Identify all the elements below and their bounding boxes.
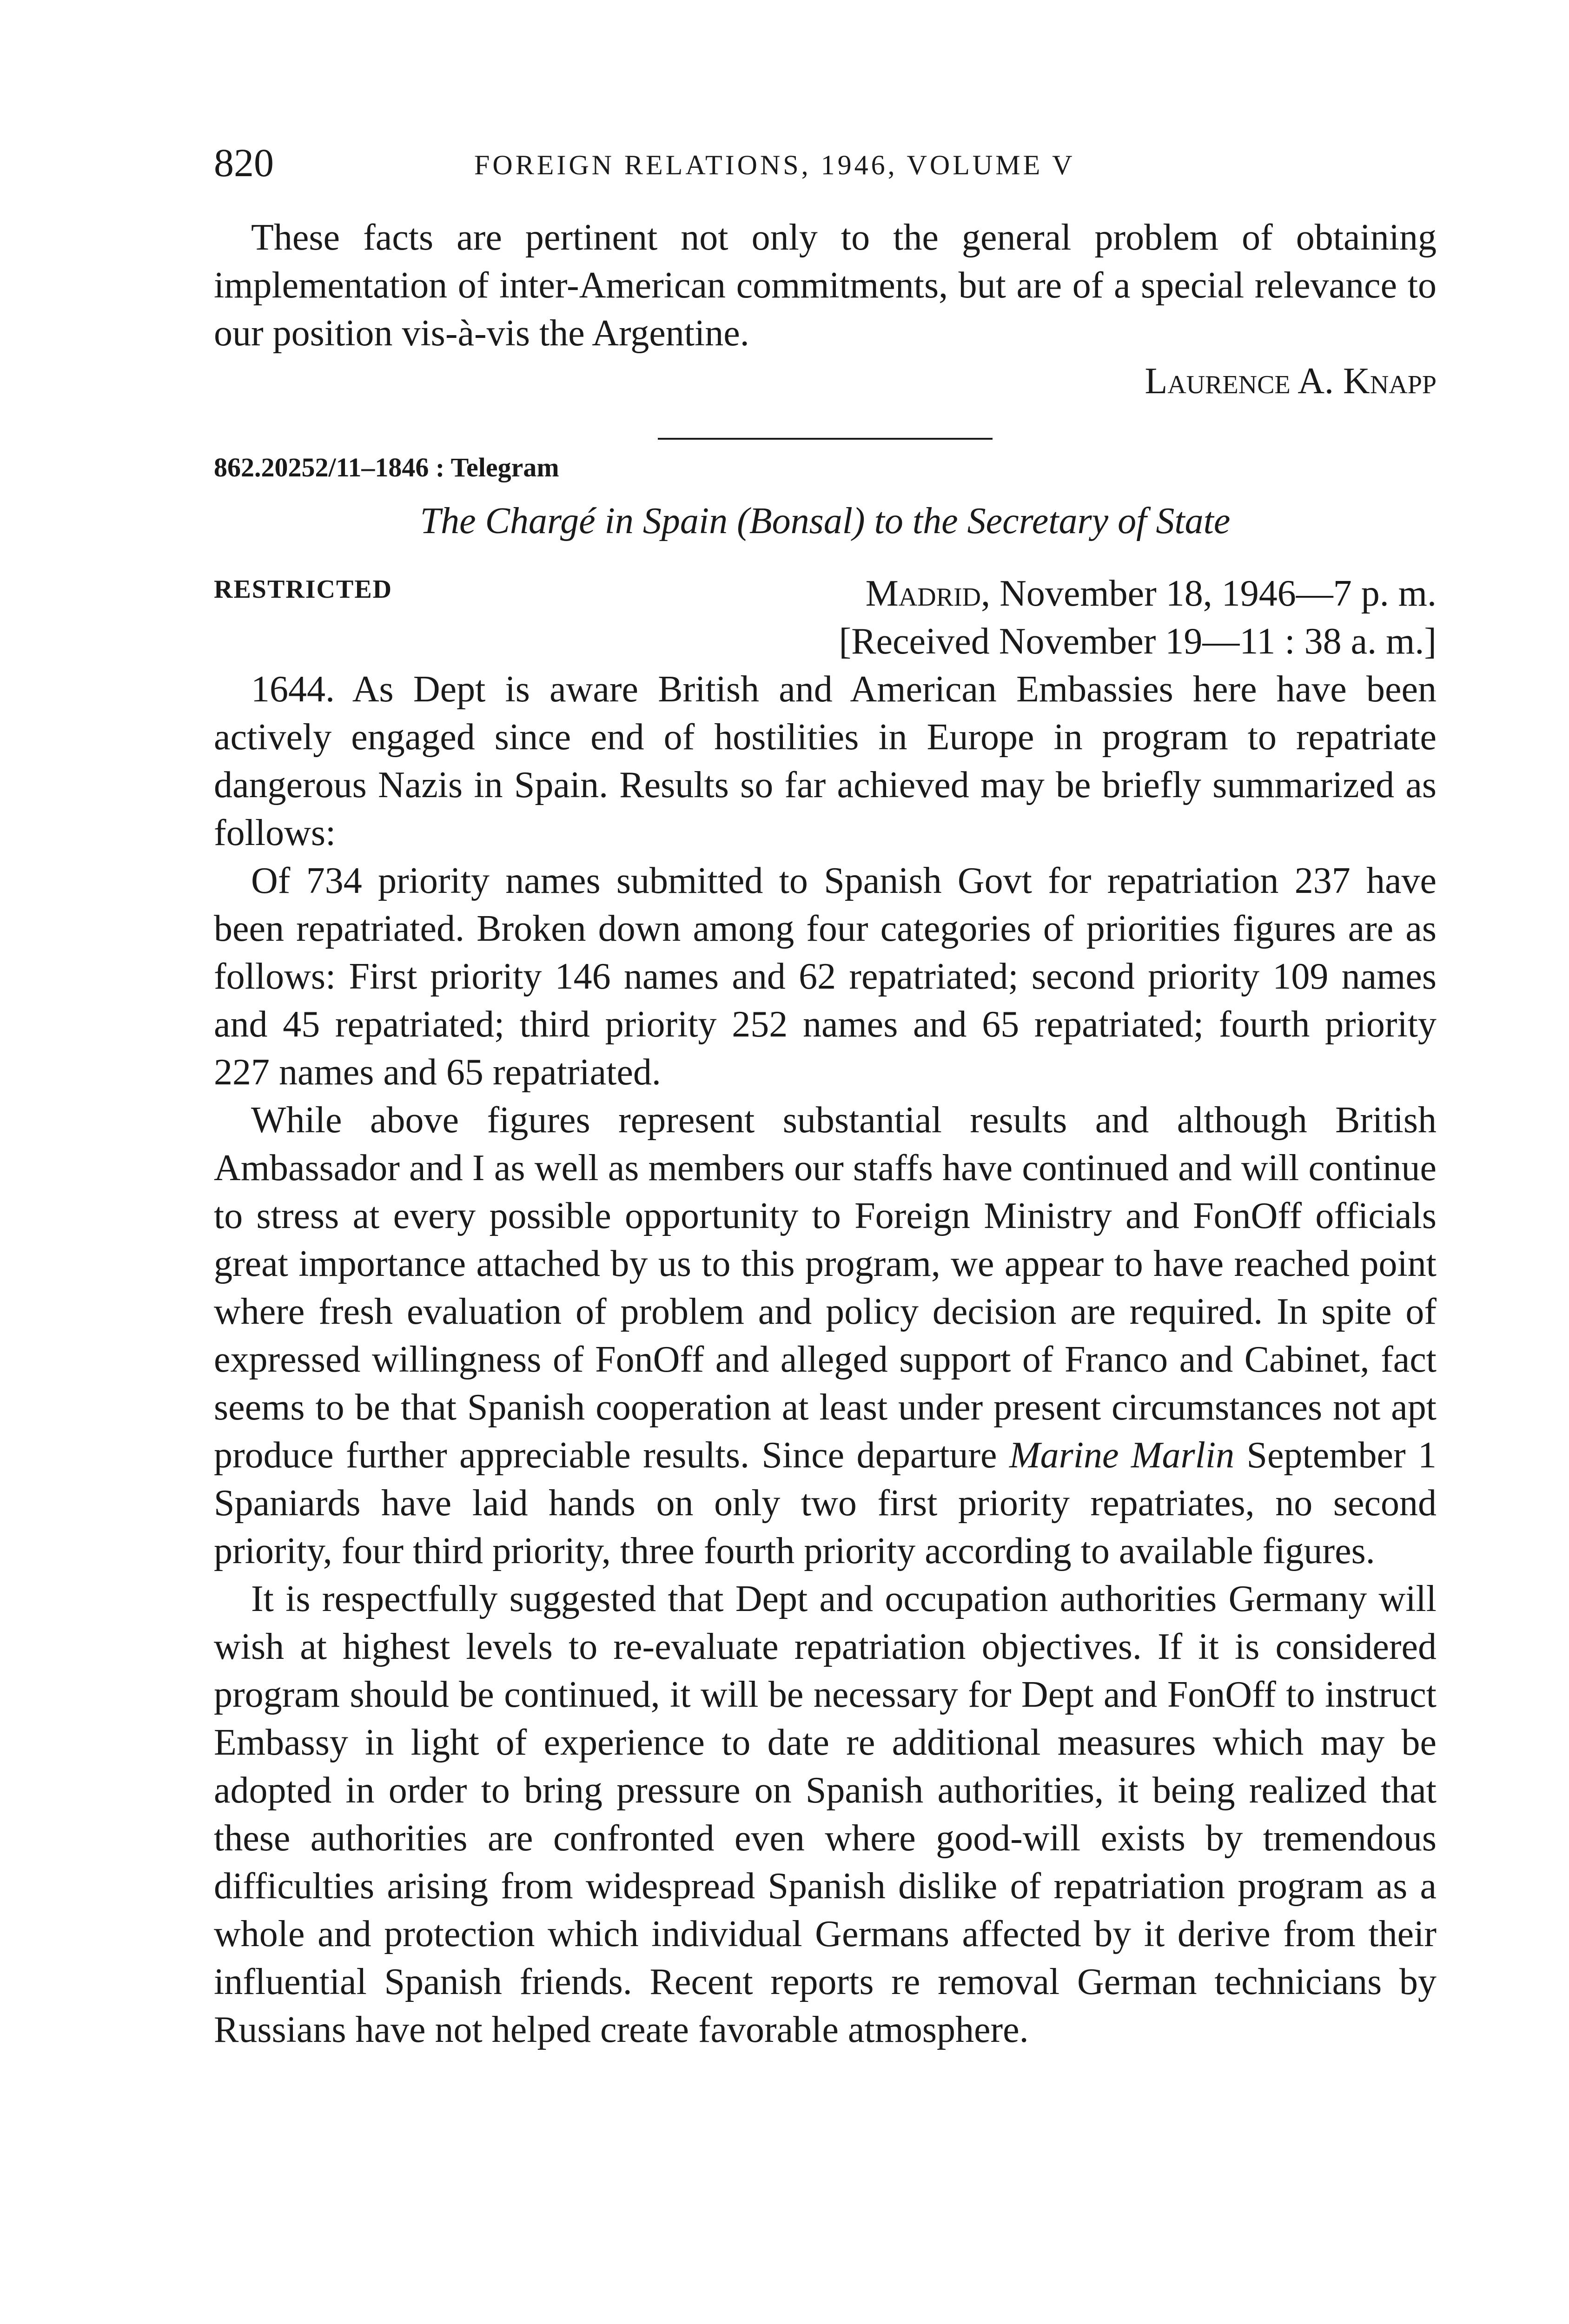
paragraph-4: It is respectfully suggested that Dept and occupation authorities Germany will wish at highest levels to re-evaluate repatriation objectives. If it is considered program should be continued, it will be necessary for Dept and FonOff to instruct Embassy in light of experience to date re additional measures which may be adopted in order to bring pressure on Spanish authorities, it being realized that these authorities are confronted even where good-will exists by tremendous difficulties arising from widespread Spanish dislike of repatriation program as a whole and protection which individual Germans affected by it derive from their influential Spanish friends. Recent reports re removal German technicians by Russians have not helped create favorable atmosphere. — [214, 1578, 1437, 2050]
prior-closing-paragraph: These facts are pertinent not only to the general problem of obtaining implementation of inter-American commitments, but are of a special relevance to our position vis-à-vis the Argentine. — [214, 217, 1437, 354]
page-number: 820 — [214, 140, 274, 185]
document-page — [214, 139, 1437, 2054]
paragraph-2: Of 734 priority names submitted to Spanish Govt for repatriation 237 have been repatriated. Broken down among four categories of priorities figures are as follows: First priority 146 names and 62 repatriated; second priority 109 names and 45 repatriated; third priority 252 names and 65 repatriated; fourth priority 227 names and 65 repatriated. — [214, 860, 1437, 1093]
paragraph-1: 1644. As Dept is aware British and American Embassies here have been actively engaged since end of hostilities in Europe in program to repatriate dangerous Nazis in Spain. Results so far achieved may be briefly summarized as follows: — [214, 669, 1437, 853]
document-title: The Chargé in Spain (Bonsal) to the Secretary of State — [420, 501, 1231, 541]
paragraph-3-text-b: September 1 Spaniards have laid hands on only two first priority repatriates, no second priority, four third priority, three fourth priority according to available figures. — [214, 1435, 1437, 1571]
dateline — [866, 570, 1437, 618]
running-head: FOREIGN RELATIONS, 1946, VOLUME V — [474, 150, 1075, 180]
received-line: [Received November 19—11 : 38 a. m.] — [839, 621, 1437, 662]
file-number: 862.20252/11–1846 : Telegram — [214, 452, 559, 482]
section-divider — [658, 438, 993, 440]
ship-name: Marine Marlin — [1009, 1435, 1235, 1476]
paragraph-3 — [214, 1096, 1437, 1575]
page-header — [214, 139, 1437, 195]
signature: Laurence A. Knapp — [1145, 361, 1437, 402]
dateline-place: Madrid, — [865, 573, 991, 614]
dateline-date: November 18, 1946—7 p. m. — [990, 573, 1437, 614]
meta-row — [214, 570, 1437, 618]
paragraph-3-text-a: While above figures represent substantial results and although British Ambassador and I as well as members our staffs have continued and will continue to stress at every possible opportunity to Foreign Ministry and FonOff officials great importance attached by us to this program, we appear to have reached point where fresh evaluation of problem and policy decision are required. In spite of expressed willingness of FonOff and alleged support of Franco and Cabinet, fact seems to be that Spanish cooperation at least under present circumstances not apt produce further appreciable results. Since departure — [214, 1100, 1437, 1476]
classification-label: RESTRICTED — [214, 575, 393, 604]
